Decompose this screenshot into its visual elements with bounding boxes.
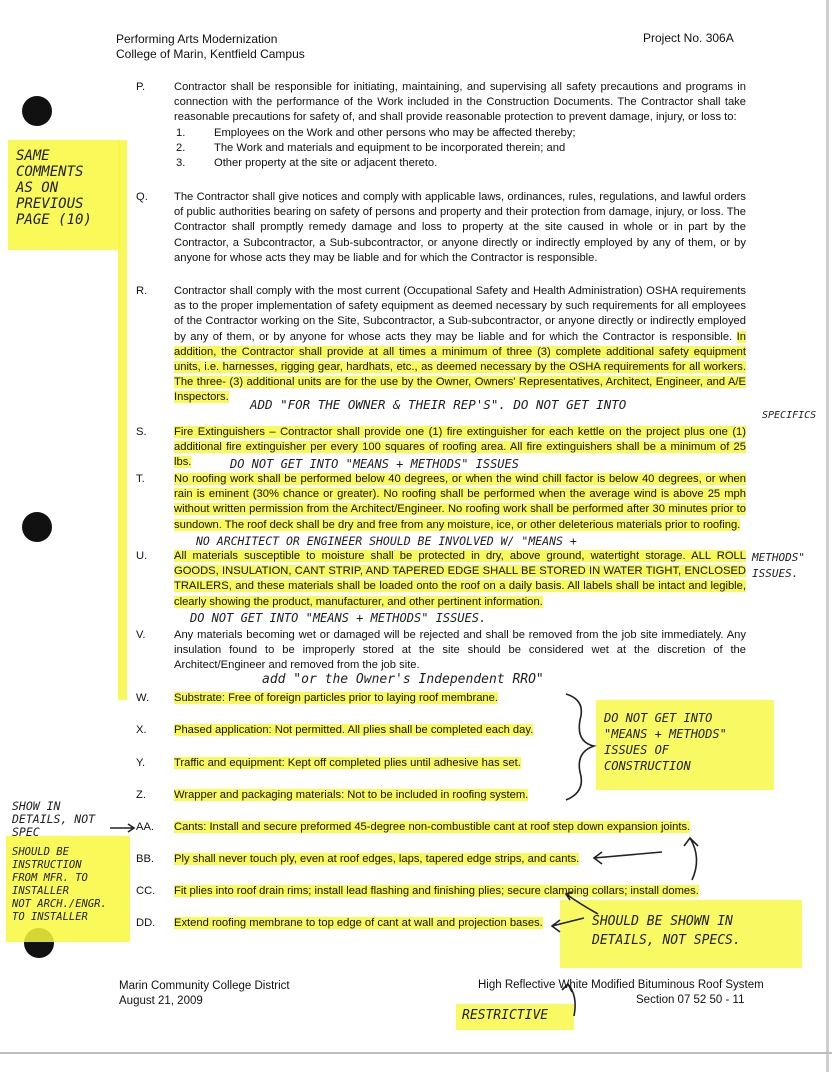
page-edge [826, 0, 829, 1072]
header-line-2: College of Marin, Kentfield Campus [116, 47, 305, 61]
item-letter: P. [136, 81, 146, 93]
page-bottom-edge [0, 1052, 832, 1054]
item-letter: R. [136, 285, 148, 297]
footer-section-title: High Reflective White Modified Bituminous Roof System [478, 979, 764, 991]
item-text: Substrate: Free of foreign particles prior to laying roof membrane. [174, 692, 498, 704]
item-text: The Contractor shall give notices and comply with applicable laws, ordinances, rules, regulations, and lawful orders of public authorities bearing on safety of persons and property and their protection from damage, injury, or loss. The Contractor shall promptly remedy damage and loss to property at the site caused in whole or in part by the Contractor, a Subcontractor, a Sub-subcontractor, or anyone directly or indirectly employed by any of them, or by anyone for whose acts they may be liable and for which the Contractor is responsible. [174, 191, 746, 264]
curly-brace [566, 694, 594, 800]
item-letter: S. [136, 426, 147, 438]
footer-date: August 21, 2009 [119, 995, 203, 1007]
item-text: Extend roofing membrane to top edge of cant at wall and projection bases. [174, 917, 543, 929]
item-letter: X. [136, 724, 147, 736]
annotation-should-be-instruction: SHOULD BE INSTRUCTION FROM MFR. TO INSTALLER NOT ARCH./ENGR. TO INSTALLER [12, 846, 107, 923]
binder-hole-middle [22, 512, 52, 542]
sub-item-3: 3. Other property at the site or adjacent thereto. [176, 157, 438, 170]
item-letter: T. [136, 473, 145, 485]
item-letter: V. [136, 629, 146, 641]
highlighted-text: In addition, the Contractor shall provide at all times a minimum of three (3) complete additional safety equipment units, i.e. harnesses, rigging gear, hardhats, etc., as deemed necessary by the OSHA requirements for all workers. The three- (3) additional units are for the use by the Owner, Owners' Representatives, Architect, Engineer, and A/E Inspectors. [174, 330, 747, 404]
annotation-no-architect: NO ARCHITECT OR ENGINEER SHOULD BE INVOLVED W/ "MEANS + [196, 534, 577, 548]
annotation-add-owner-rro: add "or the Owner's Independent RRO" [262, 672, 544, 687]
item-letter: CC. [136, 885, 156, 897]
annotation-specifics: SPECIFICS [762, 410, 817, 421]
item-letter: BB. [136, 853, 155, 865]
header-line-1: Performing Arts Modernization [116, 32, 278, 46]
annotation-show-in-details: SHOW IN DETAILS, NOT SPEC [12, 799, 96, 839]
item-text: Fit plies into roof drain rims; install lead flashing and finishing plies; secure clamping collars; install domes. [174, 885, 699, 897]
annotation-same-comments: SAME COMMENTS AS ON PREVIOUS PAGE (10) [16, 148, 92, 228]
footer-section-number: Section 07 52 50 - 11 [636, 994, 745, 1006]
sub-item-1: 1. Employees on the Work and other persons who may be affected thereby; [176, 126, 576, 139]
item-letter: AA. [136, 821, 155, 833]
annotation-means-methods-2: DO NOT GET INTO "MEANS + METHODS" ISSUES. [190, 611, 487, 625]
item-text: Cants: Install and secure preformed 45-degree non-combustible cant at roof step down expansion joints. [174, 821, 691, 833]
annotation-restrictive: RESTRICTIVE [462, 1008, 549, 1023]
item-text: Fire Extinguishers – Contractor shall provide one (1) fire extinguisher for each kettle on the project plus one (1) additional fire extinguisher per every 100 squares of roofing area. All fire extinguishers shall be a minimum of 25 lbs. [174, 426, 746, 469]
item-letter: W. [136, 692, 150, 704]
item-letter: Z. [136, 789, 146, 801]
annotation-methods-issues: METHODS" ISSUES. [752, 551, 805, 580]
item-text: Wrapper and packaging materials: Not to be included in roofing system. [174, 789, 529, 801]
item-text: Traffic and equipment: Kept off completed plies until adhesive has set. [174, 757, 521, 769]
item-text: Contractor shall be responsible for initiating, maintaining, and supervising all safety precautions and programs in connection with the performance of the Work included in the Construction Documents. The Contractor shall take reasonable precautions for safety of, and shall provide reasonable protection to prevent damage, injury, or loss to: [174, 81, 746, 124]
item-letter: Y. [136, 757, 146, 769]
item-text: All materials susceptible to moisture shall be protected in dry, above ground, watertight storage. ALL ROLL GOODS, INSULATION, CANT STRIP, AND TAPERED EDGE SHALL BE STORED IN WATER TIGHT, ENCLOSED TRAILERS, and these materials shall be loaded onto the roof on a daily basis. All labels shall be intact and legible, clearly showing the product, manufacturer, and other pertinent information. [174, 550, 746, 608]
binder-hole-top [22, 96, 52, 126]
annotation-add-owner: ADD "FOR THE OWNER & THEIR REP'S". DO NOT GET INTO [250, 397, 627, 412]
project-number: Project No. 306A [643, 31, 734, 45]
annotation-means-methods-1: DO NOT GET INTO "MEANS + METHODS" ISSUES [230, 457, 519, 471]
annotation-means-methods-construction: DO NOT GET INTO "MEANS + METHODS" ISSUES OF CONSTRUCTION [604, 711, 727, 773]
item-text: No roofing work shall be performed below 40 degrees, or when the wind chill factor is below 40 degrees, or when rain is eminent (30% chance or greater). No roofing shall be performed when the average wind is above 25 mph without written permission from the Architect/Engineer. No roofing work shall be performed after 30 minutes prior to sundown. The roof deck shall be dry and free from any moisture, ice, or other deleterious materials prior to roofing. [174, 473, 746, 531]
sub-item-2: 2. The Work and materials and equipment to be incorporated therein; and [176, 141, 566, 154]
annotation-should-be-shown: SHOULD BE SHOWN IN DETAILS, NOT SPECS. [592, 914, 741, 948]
item-text: Ply shall never touch ply, even at roof edges, laps, tapered edge strips, and cants. [174, 853, 580, 865]
item-letter: U. [136, 550, 148, 562]
item-text: Any materials becoming wet or damaged will be rejected and shall be removed from the job site immediately. Any insulation found to be improperly stored at the site should be considered wet at the discretion of the Architect/Engineer and removed from the job site. [174, 629, 746, 672]
item-letter: DD. [136, 917, 156, 929]
item-text: Phased application: Not permitted. All plies shall be completed each day. [174, 724, 534, 736]
item-letter: Q. [136, 191, 148, 203]
item-text: Contractor shall comply with the most current (Occupational Safety and Health Administration) OSHA requirements as to the proper implementation of safety equipment as deemed necessary by such requirements for all employees of the Contractor working on the Site, Subcontractor, a Sub-subcontractor, or anyone directly or indirectly employed by any of them, or by anyone for whose acts they may be liable and for which the Contractor is responsible. [174, 285, 746, 343]
footer-district: Marin Community College District [119, 980, 290, 992]
